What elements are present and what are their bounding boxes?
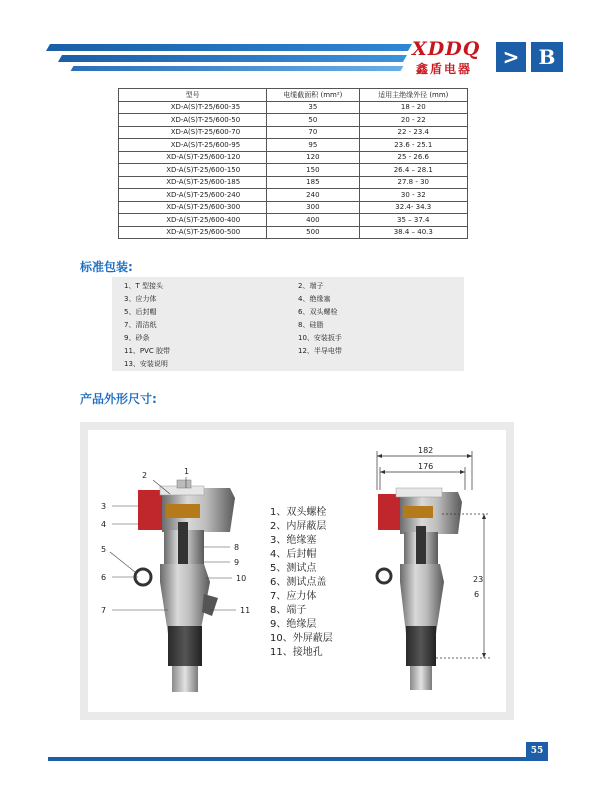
table-row bbox=[119, 101, 468, 114]
package-item: 12、半导电带 bbox=[298, 347, 342, 355]
cell-model: XD-A(S)T-25/600-185 bbox=[119, 176, 267, 189]
part-item: 4、后封帽 bbox=[270, 549, 317, 560]
column-header-model: 型号 bbox=[119, 89, 267, 102]
cell-model: XD-A(S)T-25/600-240 bbox=[119, 189, 267, 202]
part-item: 2、内屏蔽层 bbox=[270, 521, 327, 532]
cell-diameter: 38.4 – 40.3 bbox=[359, 226, 467, 239]
cell-model: XD-A(S)T-25/600-400 bbox=[119, 214, 267, 227]
table-row bbox=[119, 176, 468, 189]
package-item: 13、安装说明 bbox=[124, 360, 168, 368]
dimensions-title: 产品外形尺寸: bbox=[80, 392, 157, 406]
part-item: 1、双头螺栓 bbox=[270, 507, 327, 518]
package-item: 6、双头螺栓 bbox=[298, 308, 338, 316]
stress-cone-right bbox=[400, 564, 444, 634]
column-header-section: 电缆截面积 (mm²) bbox=[267, 89, 359, 102]
cell-section: 400 bbox=[267, 214, 359, 227]
earth-lug bbox=[202, 594, 218, 616]
part-item: 11、接地孔 bbox=[270, 647, 323, 658]
cell-section: 185 bbox=[267, 176, 359, 189]
cell-section: 35 bbox=[267, 101, 359, 114]
callout-5: 5 bbox=[101, 545, 107, 554]
part-item: 7、应力体 bbox=[270, 591, 317, 602]
callout-4: 4 bbox=[101, 520, 107, 529]
cell-section: 500 bbox=[267, 226, 359, 239]
part-item: 9、绝缘层 bbox=[270, 619, 317, 630]
callout-2: 2 bbox=[142, 471, 148, 480]
table-row bbox=[119, 214, 468, 227]
cell-model: XD-A(S)T-25/600-120 bbox=[119, 151, 267, 164]
boot-black bbox=[168, 626, 202, 666]
cell-diameter: 18 - 20 bbox=[359, 101, 467, 114]
cell-model: XD-A(S)T-25/600-95 bbox=[119, 139, 267, 152]
cell-diameter: 20 - 22 bbox=[359, 114, 467, 127]
cell-diameter: 26.4 – 28.1 bbox=[359, 164, 467, 177]
part-item: 3、绝缘塞 bbox=[270, 535, 317, 546]
cell-model: XD-A(S)T-25/600-50 bbox=[119, 114, 267, 127]
rear-cap-red bbox=[138, 490, 162, 530]
table-row bbox=[119, 151, 468, 164]
stress-cone bbox=[160, 564, 210, 634]
cell-model: XD-A(S)T-25/600-500 bbox=[119, 226, 267, 239]
header-stripe bbox=[71, 66, 404, 71]
package-item: 2、端子 bbox=[298, 282, 324, 290]
package-item: 4、绝缘塞 bbox=[298, 295, 331, 303]
cell-diameter: 30 - 32 bbox=[359, 189, 467, 202]
cell-section: 120 bbox=[267, 151, 359, 164]
cell-diameter: 23.6 - 25.1 bbox=[359, 139, 467, 152]
cell-section: 240 bbox=[267, 189, 359, 202]
part-item: 6、测试点盖 bbox=[270, 577, 327, 588]
header-stripe bbox=[46, 44, 412, 51]
page-header bbox=[0, 0, 594, 80]
package-item: 11、PVC 胶带 bbox=[124, 347, 171, 355]
cell-diameter: 22 - 23.4 bbox=[359, 126, 467, 139]
dim-height-a: 23 bbox=[473, 575, 484, 584]
spec-table bbox=[118, 88, 468, 239]
boot-black-right bbox=[406, 626, 436, 666]
table-row bbox=[119, 226, 468, 239]
package-item: 1、T 型接头 bbox=[124, 282, 163, 290]
callout-8: 8 bbox=[234, 543, 240, 552]
callout-3: 3 bbox=[101, 502, 107, 511]
package-item: 7、清洁纸 bbox=[124, 321, 157, 329]
table-row bbox=[119, 139, 468, 152]
footer-rule bbox=[48, 757, 526, 761]
parts-legend bbox=[270, 506, 333, 660]
top-cap-right bbox=[396, 488, 442, 497]
logo-mark: XDDQ bbox=[412, 38, 481, 60]
rear-cap-red-right bbox=[378, 494, 400, 530]
callout-6: 6 bbox=[101, 573, 107, 582]
cell-model: XD-A(S)T-25/600-35 bbox=[119, 101, 267, 114]
chevron-right-icon: > bbox=[496, 42, 526, 72]
table-row bbox=[119, 201, 468, 214]
package-item: 3、应力体 bbox=[124, 295, 157, 303]
table-row bbox=[119, 114, 468, 127]
callout-9: 9 bbox=[234, 558, 240, 567]
dim-width-outer: 182 bbox=[418, 446, 434, 455]
cell-diameter: 32.4- 34.3 bbox=[359, 201, 467, 214]
cable-right bbox=[410, 666, 432, 690]
table-row bbox=[119, 189, 468, 202]
callout-1: 1 bbox=[184, 467, 190, 476]
connector-left bbox=[135, 480, 235, 692]
part-item: 5、测试点 bbox=[270, 563, 317, 574]
callout-11: 11 bbox=[240, 606, 251, 615]
cable-left bbox=[172, 666, 198, 692]
test-point-right bbox=[377, 569, 391, 583]
cell-diameter: 27.8 - 30 bbox=[359, 176, 467, 189]
cell-model: XD-A(S)T-25/600-150 bbox=[119, 164, 267, 177]
cell-section: 95 bbox=[267, 139, 359, 152]
cell-section: 70 bbox=[267, 126, 359, 139]
cell-section: 50 bbox=[267, 114, 359, 127]
cell-model: XD-A(S)T-25/600-300 bbox=[119, 201, 267, 214]
stud-thread-right bbox=[403, 506, 433, 518]
dimension-diagram-panel bbox=[80, 422, 514, 720]
brand-logo bbox=[412, 38, 492, 74]
dim-width-inner: 176 bbox=[418, 462, 434, 471]
cell-model: XD-A(S)T-25/600-70 bbox=[119, 126, 267, 139]
cell-section: 300 bbox=[267, 201, 359, 214]
dim-height-b: 6 bbox=[474, 590, 480, 599]
callout-10: 10 bbox=[236, 574, 247, 583]
part-item: 10、外屏蔽层 bbox=[270, 633, 333, 644]
table-header-row bbox=[119, 89, 468, 102]
callout-7: 7 bbox=[101, 606, 107, 615]
section-letter-badge: B bbox=[531, 42, 563, 72]
package-item: 9、砂条 bbox=[124, 334, 150, 342]
cell-diameter: 35 – 37.4 bbox=[359, 214, 467, 227]
connector-right bbox=[377, 488, 462, 690]
package-item: 10、安装扳手 bbox=[298, 334, 342, 342]
package-item: 8、硅脂 bbox=[298, 321, 324, 329]
stud-top bbox=[177, 480, 191, 488]
table-row bbox=[119, 126, 468, 139]
table-row bbox=[119, 164, 468, 177]
package-title: 标准包装: bbox=[80, 260, 133, 274]
page-number: 55 bbox=[526, 742, 548, 761]
cell-diameter: 25 - 26.6 bbox=[359, 151, 467, 164]
column-header-diameter: 适用主绝缘外径 (mm) bbox=[359, 89, 467, 102]
package-item: 5、后封帽 bbox=[124, 308, 157, 316]
part-item: 8、端子 bbox=[270, 605, 307, 616]
header-stripe bbox=[58, 55, 407, 62]
package-list bbox=[112, 277, 464, 371]
stud-thread bbox=[166, 504, 200, 518]
cell-section: 150 bbox=[267, 164, 359, 177]
logo-text: 鑫盾电器 bbox=[416, 62, 473, 76]
